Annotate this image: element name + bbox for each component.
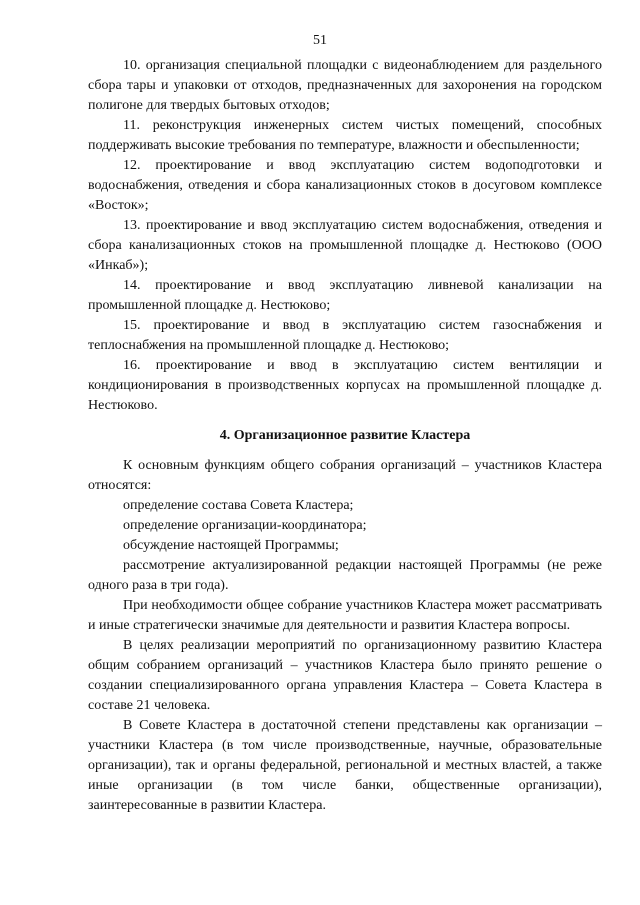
page-content <box>88 56 602 816</box>
intro-paragraph: К основным функциям общего собрания организаций – участников Кластера относятся: <box>88 458 602 493</box>
list-item-16: 16. проектирование и ввод в эксплуатацию систем вентиляции и кондиционирования в производственных корпусах на промышленной площадке д. Нестюково. <box>88 358 602 413</box>
function-item: определение организации-координатора; <box>123 518 367 533</box>
list-item-12: 12. проектирование и ввод эксплуатацию систем водоподготовки и водоснабжения, отведения и сбора канализационных стоков в досуговом комплексе «Восток»; <box>88 158 602 213</box>
function-item: рассмотрение актуализированной редакции настоящей Программы (не реже одного раза в три года). <box>88 558 602 593</box>
list-item-10: 10. организация специальной площадки с видеонаблюдением для раздельного сбора тары и упаковки от отходов, предназначенных для захоронения на городском полигоне для твердых бытовых отходов; <box>88 58 602 113</box>
section-heading: 4. Организационное развитие Кластера <box>219 428 471 443</box>
list-item-13: 13. проектирование и ввод эксплуатацию систем водоснабжения, отведения и сбора канализационных стоков на промышленной площадке д. Нестюково (ООО «Инкаб»); <box>88 218 602 273</box>
list-item-15: 15. проектирование и ввод в эксплуатацию систем газоснабжения и теплоснабжения на промышленной площадке д. Нестюково; <box>88 318 602 353</box>
list-item-14: 14. проектирование и ввод эксплуатацию ливневой канализации на промышленной площадке д. Нестюково; <box>88 278 602 313</box>
body-paragraph: В Совете Кластера в достаточной степени представлены как организации – участники Кластера (в том числе производственные, научные, образовательные организации), так и органы федеральной, региональной и местных властей, а также иные организации (в том числе банки, общественные организации), заинтересованные в развитии Кластера. <box>88 718 602 813</box>
list-item-11: 11. реконструкция инженерных систем чистых помещений, способных поддерживать высокие требования по температуре, влажности и обеспыленности; <box>88 118 602 153</box>
function-item: определение состава Совета Кластера; <box>123 498 354 513</box>
body-paragraph: При необходимости общее собрание участников Кластера может рассматривать и иные стратегически значимые для деятельности и развития Кластера вопросы. <box>88 598 602 633</box>
page-number: 51 <box>313 33 327 48</box>
body-paragraph: В целях реализации мероприятий по организационному развитию Кластера общим собранием организаций – участников Кластера было принято решение о создании специализированного органа управления Кластера – Совета Кластера в составе 21 человека. <box>88 638 602 713</box>
function-item: обсуждение настоящей Программы; <box>123 538 339 553</box>
